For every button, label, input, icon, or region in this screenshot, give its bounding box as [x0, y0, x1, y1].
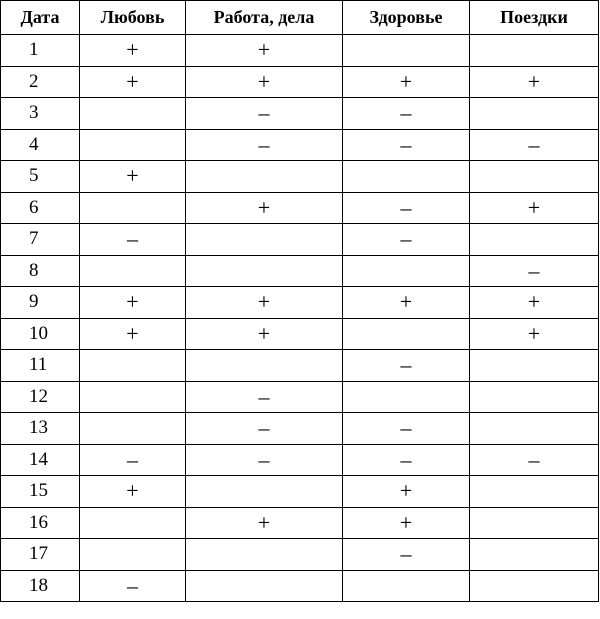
cell-love	[80, 381, 186, 413]
cell-love: +	[80, 66, 186, 98]
cell-trips	[470, 413, 599, 445]
cell-trips	[470, 570, 599, 602]
cell-work: +	[186, 192, 343, 224]
table-row	[1, 413, 599, 445]
table-row	[1, 444, 599, 476]
cell-date: 13	[1, 413, 80, 445]
cell-love: +	[80, 318, 186, 350]
cell-date: 3	[1, 98, 80, 130]
cell-work: –	[186, 381, 343, 413]
cell-work: –	[186, 444, 343, 476]
cell-date: 1	[1, 35, 80, 67]
cell-work	[186, 570, 343, 602]
table-row	[1, 476, 599, 508]
cell-health	[343, 318, 470, 350]
cell-trips	[470, 35, 599, 67]
cell-health	[343, 161, 470, 193]
cell-work: +	[186, 507, 343, 539]
cell-work	[186, 255, 343, 287]
cell-trips: –	[470, 129, 599, 161]
table-row	[1, 35, 599, 67]
cell-date: 8	[1, 255, 80, 287]
cell-work: –	[186, 98, 343, 130]
cell-health: –	[343, 413, 470, 445]
cell-love	[80, 129, 186, 161]
cell-work: +	[186, 35, 343, 67]
cell-date: 15	[1, 476, 80, 508]
cell-date: 9	[1, 287, 80, 319]
cell-health: –	[343, 129, 470, 161]
cell-health: –	[343, 98, 470, 130]
cell-work	[186, 350, 343, 382]
cell-work: +	[186, 318, 343, 350]
header-trips: Поездки	[470, 1, 599, 35]
header-love: Любовь	[80, 1, 186, 35]
header-date: Дата	[1, 1, 80, 35]
table-row	[1, 129, 599, 161]
cell-love	[80, 539, 186, 571]
cell-love	[80, 98, 186, 130]
cell-trips	[470, 476, 599, 508]
cell-date: 11	[1, 350, 80, 382]
header-row	[1, 1, 599, 35]
table-row	[1, 539, 599, 571]
table-body	[1, 35, 599, 602]
cell-trips: +	[470, 287, 599, 319]
cell-date: 16	[1, 507, 80, 539]
cell-date: 17	[1, 539, 80, 571]
cell-trips	[470, 224, 599, 256]
cell-health: +	[343, 66, 470, 98]
cell-trips	[470, 98, 599, 130]
cell-love	[80, 507, 186, 539]
table-row	[1, 381, 599, 413]
cell-health: –	[343, 539, 470, 571]
cell-date: 7	[1, 224, 80, 256]
cell-health: –	[343, 192, 470, 224]
cell-work	[186, 476, 343, 508]
table-row	[1, 224, 599, 256]
cell-love: +	[80, 35, 186, 67]
table-header	[1, 1, 599, 35]
cell-date: 10	[1, 318, 80, 350]
table-row	[1, 66, 599, 98]
cell-love	[80, 192, 186, 224]
cell-love: +	[80, 287, 186, 319]
table-row	[1, 98, 599, 130]
cell-date: 2	[1, 66, 80, 98]
cell-health: +	[343, 507, 470, 539]
cell-love: –	[80, 444, 186, 476]
table-row	[1, 350, 599, 382]
header-health: Здоровье	[343, 1, 470, 35]
table-row	[1, 287, 599, 319]
table-row	[1, 570, 599, 602]
table-row	[1, 318, 599, 350]
cell-love: +	[80, 476, 186, 508]
cell-trips: –	[470, 255, 599, 287]
cell-health	[343, 570, 470, 602]
cell-health: –	[343, 350, 470, 382]
cell-love: +	[80, 161, 186, 193]
cell-work	[186, 161, 343, 193]
cell-trips: +	[470, 66, 599, 98]
table-row	[1, 161, 599, 193]
cell-work	[186, 539, 343, 571]
cell-health	[343, 381, 470, 413]
cell-trips: +	[470, 192, 599, 224]
cell-work	[186, 224, 343, 256]
cell-trips	[470, 161, 599, 193]
table-row	[1, 255, 599, 287]
cell-health: +	[343, 476, 470, 508]
cell-trips	[470, 539, 599, 571]
cell-work: +	[186, 66, 343, 98]
cell-trips: +	[470, 318, 599, 350]
cell-date: 14	[1, 444, 80, 476]
cell-love: –	[80, 570, 186, 602]
cell-date: 4	[1, 129, 80, 161]
cell-trips	[470, 381, 599, 413]
cell-date: 12	[1, 381, 80, 413]
cell-health	[343, 255, 470, 287]
cell-health	[343, 35, 470, 67]
cell-health: +	[343, 287, 470, 319]
cell-love	[80, 413, 186, 445]
cell-date: 6	[1, 192, 80, 224]
cell-health: –	[343, 224, 470, 256]
cell-date: 18	[1, 570, 80, 602]
header-work: Работа, дела	[186, 1, 343, 35]
table-row	[1, 507, 599, 539]
cell-work: –	[186, 129, 343, 161]
cell-love	[80, 350, 186, 382]
cell-love	[80, 255, 186, 287]
cell-trips: –	[470, 444, 599, 476]
cell-health: –	[343, 444, 470, 476]
cell-work: –	[186, 413, 343, 445]
cell-work: +	[186, 287, 343, 319]
table-row	[1, 192, 599, 224]
cell-love: –	[80, 224, 186, 256]
cell-trips	[470, 350, 599, 382]
cell-trips	[470, 507, 599, 539]
cell-date: 5	[1, 161, 80, 193]
